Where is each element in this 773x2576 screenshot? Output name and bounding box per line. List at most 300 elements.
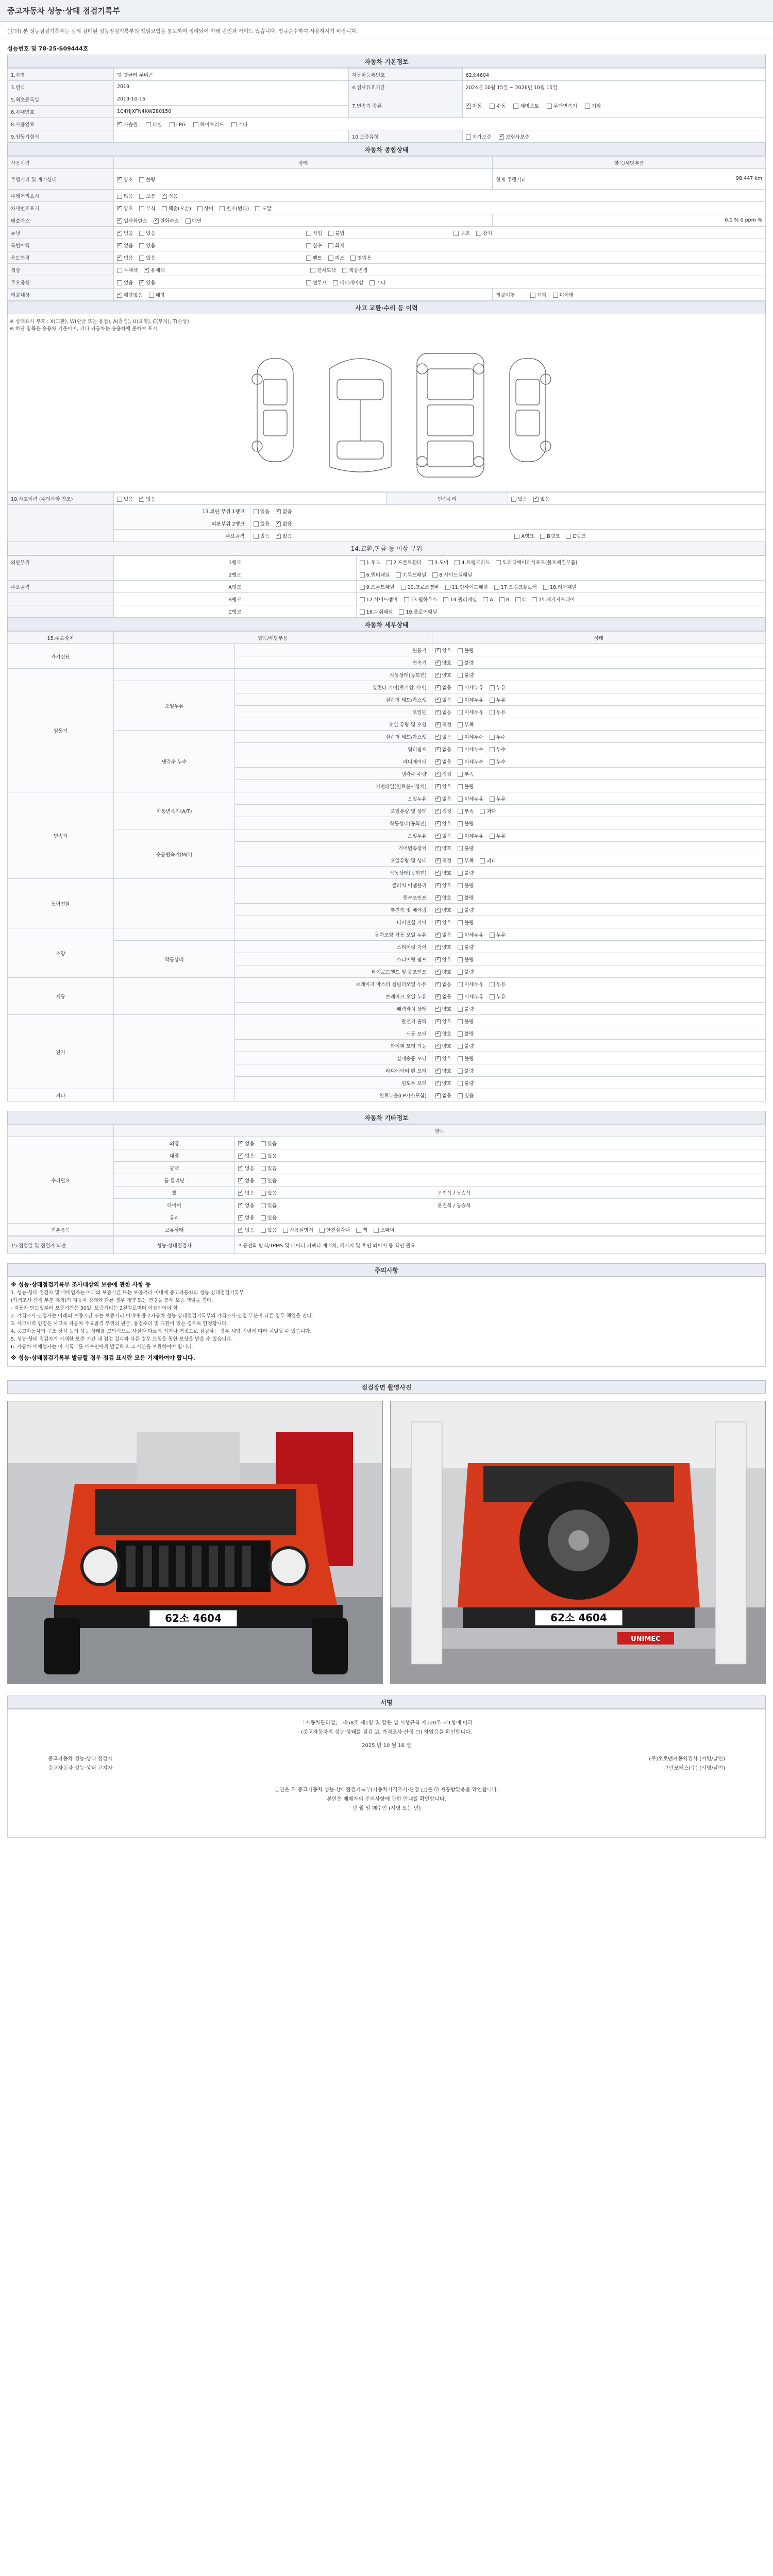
sign-header: 서명 (7, 1696, 766, 1709)
checkbox[interactable] (435, 945, 441, 950)
checkbox[interactable] (458, 685, 463, 690)
col-history: 사용이력 (8, 157, 114, 169)
checkbox[interactable] (238, 1154, 243, 1159)
checkbox[interactable] (458, 1007, 463, 1012)
checkbox[interactable] (458, 1031, 463, 1037)
car-name-label: 1.차명 (8, 69, 114, 81)
checkbox[interactable] (328, 231, 333, 236)
checkbox[interactable] (254, 534, 259, 539)
detail-subgroup: 자동변속기(A/T) (113, 792, 234, 829)
checkbox[interactable] (435, 673, 441, 678)
checkbox[interactable] (306, 256, 311, 261)
notes-body: ※ 성능·상태점검기록부 조사대상의 보증에 관한 사항 등 1. 성능·상태 점검자 및 매매업자는 아래의 보증기간 또는 보증거리 이내에 중고자동차의 성능·상태점검기록부 (가격조사·산정 부분 제외)가 자동차 상태와 다른 경우 계약 또는 변경을 통해 보증 책임을 진다. - 자동차 인도일부터 보증기간은 30일, 보증거리는 2천킬로미터 이상이어야 함 2. 가격조사·산정자는 아래의 보증기간 또는 보증거리 이내에 중고자동차 성능·상태점검기록부의 가격조사·산정 부분이 다른 경우 책임을 진다. 3. 사고이력 인정은 사고로 자동차 주요골격 부위의 판금, 용접수리 및 교환이 있는 경우로 한정합니다. 4. 중고자동차의 구조·장치 등의 성능·상태를 고의적으로 사실과 다르게 적거나 거짓으로 점검하는 경우 해당 법령에 따라 처벌될 수 있습니다. 5. 성능·상태 점검자가 기재한 보증 기간 내 점검 결과와 다른 경우 보험을 통한 보상을 받을 수 있습니다. 6. 자동차 매매업자는 이 기록부를 매수인에게 발급하고 그 사본을 보관하여야 합니다. ※ 성능·상태점검기록부 발급할 경우 점검 표시란 모든 기재하여야 합니다. (7, 1277, 766, 1367)
checkbox[interactable] (458, 1069, 463, 1074)
checkbox[interactable] (458, 895, 463, 901)
checkbox[interactable] (435, 908, 441, 913)
overall-header: 자동차 종합상태 (7, 143, 766, 156)
checkbox[interactable] (435, 982, 441, 987)
checkbox[interactable] (117, 497, 122, 502)
checkbox[interactable] (186, 218, 191, 224)
detail-subgroup (113, 644, 234, 669)
checkbox[interactable] (435, 759, 441, 765)
odometer-text: 현재 주행거리 (496, 177, 526, 183)
inspection-period-value: 2024년 10월 15일 ~ 2026년 10월 15일 (462, 81, 765, 93)
notes-bottom: ※ 성능·상태점검기록부 발급할 경우 점검 표시란 모든 기재하여야 합니다. (11, 1354, 195, 1361)
checkbox[interactable] (435, 834, 441, 839)
special-history-label: 특별이력 (8, 239, 114, 251)
checkbox[interactable] (254, 521, 259, 527)
checkbox[interactable] (117, 206, 122, 211)
checkbox[interactable] (261, 1215, 266, 1221)
emission-value: 0.0 % 0 ppm % (493, 214, 766, 227)
checkbox[interactable] (162, 206, 167, 211)
checkbox[interactable] (162, 194, 167, 199)
document-number: 성능번호 및 78-25-S09444호 (7, 45, 89, 52)
detail-state: ✓ 적정 부족 (432, 768, 765, 780)
checkbox[interactable] (306, 231, 311, 236)
detail-state: ✓ 양호 불량 (432, 1040, 765, 1052)
detail-subgroup (113, 879, 234, 928)
checkbox[interactable] (435, 933, 441, 938)
checkbox[interactable] (458, 920, 463, 925)
etc-table: 항목 수리필요 외장 ✓ 없음 있음 내장 ✓ 없음 있음 광택 ✓ 없음 있음 룸 클리닝 ✓ 없음 있음 휠 ✓ 없음 있음 운전석 / 동승석 타이어 ✓ 없음 있음 운전석 / 동승석 유리 ✓ 없음 있음 기본품목 보유상태 ✓ 없음 있음 사용설명서 안전삼각대 잭 스패너 (7, 1124, 766, 1236)
detail-group: 조향 (8, 928, 114, 978)
checkbox[interactable] (490, 994, 495, 999)
checkbox[interactable] (220, 206, 225, 211)
detail-item: 동력조향 작동 오일 누유 (235, 928, 432, 941)
checkbox[interactable] (566, 534, 571, 539)
detail-state: ✓ 양호 불량 (432, 656, 765, 669)
checkbox[interactable] (435, 1044, 441, 1049)
checkbox[interactable] (458, 957, 463, 962)
checkbox[interactable] (435, 660, 441, 666)
checkbox[interactable] (328, 256, 333, 261)
table-row (8, 829, 766, 842)
detail-state: ✓ 없음 미세누유 누유 (432, 928, 765, 941)
checkbox[interactable] (238, 1215, 243, 1221)
checkbox[interactable] (435, 648, 441, 653)
checkbox[interactable] (490, 104, 495, 109)
checkbox[interactable] (458, 834, 463, 839)
checkbox[interactable] (238, 1191, 243, 1196)
table-row (8, 1199, 766, 1211)
checkbox[interactable] (276, 521, 281, 527)
checkbox[interactable] (435, 858, 441, 863)
checkbox[interactable] (458, 710, 463, 715)
page-title: 중고자동차 성능·상태 점검기록부 (0, 0, 773, 22)
checkbox[interactable] (435, 722, 441, 727)
checkbox[interactable] (458, 1081, 463, 1086)
checkbox[interactable] (540, 534, 545, 539)
checkbox[interactable] (435, 1081, 441, 1086)
checkbox[interactable] (139, 177, 144, 182)
checkbox[interactable] (254, 509, 259, 514)
checkbox[interactable] (435, 883, 441, 888)
checkbox[interactable] (435, 846, 441, 851)
svg-text:UNIMEC: UNIMEC (631, 1635, 661, 1643)
checkbox[interactable] (435, 994, 441, 999)
checkbox[interactable] (117, 218, 122, 224)
checkbox[interactable] (149, 293, 154, 298)
checkbox[interactable] (466, 104, 471, 109)
checkbox[interactable] (193, 122, 198, 127)
checkbox[interactable] (435, 1069, 441, 1074)
detail-state: ✓ 양호 불량 (432, 904, 765, 916)
checkbox[interactable] (238, 1141, 243, 1146)
checkbox[interactable] (255, 206, 260, 211)
checkbox[interactable] (547, 104, 552, 109)
checkbox[interactable] (490, 834, 495, 839)
table-row (8, 1211, 766, 1224)
car-outline-icon (10, 333, 768, 487)
checkbox[interactable] (490, 982, 495, 987)
checkbox[interactable] (533, 497, 539, 502)
detail-subgroup (113, 1089, 234, 1101)
detail-state: ✓ 양호 불량 (432, 916, 765, 928)
checkbox[interactable] (435, 698, 441, 703)
col-item: 항목/해당부품 (493, 157, 766, 169)
table-row (8, 644, 766, 656)
table-row (8, 928, 766, 941)
detail-state: ✓ 양호 불량 (432, 842, 765, 854)
detail-item: 연료누출(LP가스포함) (235, 1089, 432, 1101)
detail-item: 냉각수 수량 (235, 768, 432, 780)
checkbox[interactable] (458, 809, 463, 814)
checkbox[interactable] (144, 268, 149, 273)
checkbox[interactable] (458, 796, 463, 802)
checkbox[interactable] (490, 685, 495, 690)
checkbox[interactable] (458, 994, 463, 999)
checkbox[interactable] (435, 735, 441, 740)
checkbox[interactable] (435, 1031, 441, 1037)
checkbox[interactable] (139, 256, 144, 261)
detail-state: ✓ 적정 부족 (432, 718, 765, 731)
etc-state: ✓ 없음 있음 운전석 / 동승석 (235, 1187, 766, 1199)
checkbox[interactable] (261, 1141, 266, 1146)
detail-item: 작동상태(공회전) (235, 867, 432, 879)
checkbox[interactable] (458, 722, 463, 727)
checkbox[interactable] (458, 1093, 463, 1098)
detail-item: 워터펌프 (235, 743, 432, 755)
checkbox[interactable] (435, 1007, 441, 1012)
checkbox[interactable] (261, 1203, 266, 1208)
checkbox[interactable] (490, 735, 495, 740)
checkbox[interactable] (458, 821, 463, 826)
detail-subgroup (113, 669, 234, 681)
detail-item: 타이로드엔드 및 볼조인트 (235, 965, 432, 978)
checkbox[interactable] (490, 933, 495, 938)
checkbox[interactable] (435, 895, 441, 901)
main-frame-label: 주요골격 (113, 530, 250, 542)
detail-item: 기어변속장치 (235, 842, 432, 854)
detail-item: 오일누유 (235, 792, 432, 805)
detail-section (7, 618, 766, 1101)
rear-photo (390, 1401, 766, 1684)
checkbox[interactable] (435, 685, 441, 690)
checkbox[interactable] (480, 858, 485, 863)
table-row (8, 1187, 766, 1199)
detail-state: ✓ 없음 미세누유 누유 (432, 978, 765, 990)
checkbox[interactable] (238, 1166, 243, 1171)
checkbox[interactable] (117, 268, 122, 273)
etc-state: ✓ 없음 있음 운전석 / 동승석 (235, 1199, 766, 1211)
checkbox[interactable] (306, 280, 311, 285)
detail-item: 브레이크 오일 누유 (235, 990, 432, 1003)
checkbox[interactable] (320, 1228, 325, 1233)
checkbox[interactable] (458, 933, 463, 938)
outer-rank2-label: 외판부위 2랭크 (113, 517, 250, 530)
checkbox[interactable] (283, 1228, 288, 1233)
checkbox[interactable] (458, 908, 463, 913)
checkbox[interactable] (139, 231, 144, 236)
checkbox[interactable] (117, 280, 122, 285)
checkbox[interactable] (458, 660, 463, 666)
checkbox[interactable] (435, 1056, 441, 1061)
checkbox[interactable] (490, 747, 495, 752)
checkbox[interactable] (490, 796, 495, 802)
legend-line-1: ※ 상태표시 부호 : X(교환), W(판금 또는 용접), A(흠집), U(요철), C(부식), T(손상) (10, 319, 189, 325)
checkbox[interactable] (117, 243, 122, 248)
checkbox[interactable] (435, 1019, 441, 1024)
checkbox[interactable] (333, 280, 338, 285)
checkbox[interactable] (261, 1228, 266, 1233)
table-row (8, 669, 766, 681)
table-row (8, 879, 766, 891)
detail-item: 와이퍼 모터 기능 (235, 1040, 432, 1052)
checkbox[interactable] (476, 231, 481, 236)
checkbox[interactable] (458, 970, 463, 975)
notice-text: (主의) 본 성능점검기록부는 실제 감매된 성능점검기록부의 책임보험을 통보하여 정리되어 아래 원인과 가이드 있습니다. 법규준수하여 사용하시기 바랍니다. (0, 22, 773, 40)
checkbox[interactable] (458, 1056, 463, 1061)
emission-label: 배출가스 (8, 214, 114, 227)
detail-item: 실린더 커버(로커암 커버) (235, 681, 432, 693)
checkbox[interactable] (117, 256, 122, 261)
checkbox[interactable] (530, 293, 535, 298)
checkbox[interactable] (276, 509, 281, 514)
checkbox[interactable] (458, 883, 463, 888)
checkbox[interactable] (458, 1044, 463, 1049)
checkbox[interactable] (458, 858, 463, 863)
parts-header: 14.교환,판금 등 이상 부위 (7, 542, 766, 555)
checkbox[interactable] (458, 945, 463, 950)
detail-item: 라디에이터 팬 모터 (235, 1064, 432, 1077)
checkbox[interactable] (154, 218, 159, 224)
checkbox[interactable] (139, 497, 144, 502)
checkbox[interactable] (261, 1166, 266, 1171)
table-row (8, 731, 766, 743)
transmission-label: 7.변속기 종류 (348, 93, 462, 118)
front-photo (7, 1401, 383, 1684)
etc-item: 룸 클리닝 (113, 1174, 234, 1187)
checkbox[interactable] (458, 698, 463, 703)
detail-state: ✓ 양호 불량 (432, 891, 765, 904)
etc-header: 자동차 기타정보 (7, 1111, 766, 1124)
detail-state: ✓ 양호 불량 (432, 965, 765, 978)
etc-item: 유리 (113, 1211, 234, 1224)
checkbox[interactable] (458, 772, 463, 777)
checkbox[interactable] (146, 122, 151, 127)
checkbox[interactable] (435, 809, 441, 814)
checkbox[interactable] (139, 280, 144, 285)
checkbox[interactable] (514, 534, 519, 539)
warranty-options: 자가보증 ✓ 보험사보증 (462, 130, 765, 143)
checkbox[interactable] (435, 1093, 441, 1098)
detail-state: ✓ 없음 미세누유 누유 (432, 693, 765, 706)
detail-item: 실내송풍 모터 (235, 1052, 432, 1064)
checkbox[interactable] (117, 293, 122, 298)
checkbox[interactable] (553, 293, 558, 298)
checkbox[interactable] (435, 957, 441, 962)
detail-state: ✓ 양호 불량 (432, 867, 765, 879)
checkbox[interactable] (490, 759, 495, 765)
odometer-value: 98,447 km (735, 175, 762, 181)
checkbox[interactable] (139, 206, 144, 211)
detail-group: 기타 (8, 1089, 114, 1101)
detail-state: ✓ 양호 불량 (432, 879, 765, 891)
checkbox[interactable] (490, 710, 495, 715)
checkbox[interactable] (435, 970, 441, 975)
checkbox[interactable] (369, 280, 375, 285)
etc-state: ✓ 없음 있음 (235, 1162, 766, 1174)
checkbox[interactable] (231, 122, 237, 127)
first-reg-value: 2019-10-16 (113, 93, 348, 106)
detail-item: 등속조인트 (235, 891, 432, 904)
etc-group: 수리필요 (8, 1137, 114, 1224)
checkbox[interactable] (238, 1178, 243, 1183)
first-reg-label: 5.최초등록일 (8, 93, 114, 106)
table-row (8, 1224, 766, 1236)
notes-section (7, 1263, 766, 1367)
checkbox[interactable] (466, 134, 471, 140)
checkbox[interactable] (435, 920, 441, 925)
detail-state: ✓ 적정 부족 과다 (432, 854, 765, 867)
sign-date: 2025 년 10 월 16 일 (362, 1743, 411, 1749)
detail-state: ✓ 양호 불량 (432, 1003, 765, 1015)
checkbox[interactable] (117, 194, 122, 199)
svg-text:62소 4604: 62소 4604 (550, 1612, 607, 1624)
checkbox[interactable] (585, 104, 590, 109)
basic-info-section (7, 55, 766, 143)
inspection-period-label: 4.검사유효기간 (348, 81, 462, 93)
checkbox[interactable] (117, 231, 122, 236)
checkbox[interactable] (435, 796, 441, 802)
checkbox[interactable] (453, 231, 459, 236)
checkbox[interactable] (499, 134, 504, 140)
fuel-options: ✓ 가솔린 디젤 LPG 하이브리드 기타 (113, 118, 765, 130)
checkbox[interactable] (458, 759, 463, 765)
checkbox[interactable] (458, 871, 463, 876)
checkbox[interactable] (511, 497, 516, 502)
accident-section (7, 301, 766, 618)
checkbox[interactable] (238, 1228, 243, 1233)
checkbox[interactable] (435, 710, 441, 715)
checkbox[interactable] (117, 177, 122, 182)
checkbox[interactable] (261, 1154, 266, 1159)
checkbox[interactable] (458, 1019, 463, 1024)
checkbox[interactable] (170, 122, 175, 127)
transmission-options: ✓ 자동 수동 세미오토 무단변속기 기타 (462, 93, 765, 118)
mileage-label: 주행거리표시 (8, 190, 114, 202)
odometer-label: 주행거리 및 계기상태 (8, 169, 114, 190)
detail-state: ✓ 없음 미세누유 누유 (432, 829, 765, 842)
options-label: 주요옵션 (8, 276, 114, 289)
detail-state: ✓ 없음 미세누수 누수 (432, 731, 765, 743)
parts-group: 외판부위 (8, 556, 114, 568)
checkbox[interactable] (435, 772, 441, 777)
checkbox[interactable] (458, 735, 463, 740)
checkbox[interactable] (458, 846, 463, 851)
checkbox[interactable] (306, 243, 311, 248)
checkbox[interactable] (117, 122, 122, 127)
detail-subgroup: 오일누유 (113, 681, 234, 731)
detail-item: 오일팬 (235, 706, 432, 718)
checkbox[interactable] (197, 206, 203, 211)
checkbox[interactable] (342, 268, 347, 273)
checkbox[interactable] (458, 982, 463, 987)
detail-state: ✓ 양호 불량 (432, 941, 765, 953)
checkbox[interactable] (356, 1228, 361, 1233)
checkbox[interactable] (435, 784, 441, 789)
car-name-value: 랭 랭글러 루비콘 (113, 69, 348, 81)
checkbox[interactable] (238, 1203, 243, 1208)
checkbox[interactable] (458, 648, 463, 653)
checkbox[interactable] (513, 104, 518, 109)
checkbox[interactable] (480, 809, 485, 814)
detail-state: ✓ 양호 불량 (432, 1027, 765, 1040)
vin-value: 1C4HJXFN4KW280150 (113, 106, 348, 118)
etc-item: 광택 (113, 1162, 234, 1174)
checkbox[interactable] (310, 268, 315, 273)
checkbox[interactable] (374, 1228, 379, 1233)
checkbox[interactable] (435, 747, 441, 752)
checkbox[interactable] (139, 194, 144, 199)
detail-item: 커먼레일(연료분사장치) (235, 780, 432, 792)
checkbox[interactable] (435, 871, 441, 876)
opinion-label: 15.점검일 및 점검자 의견 (8, 1236, 114, 1254)
checkbox[interactable] (458, 673, 463, 678)
engine-type-label: 9.원동기형식 (8, 130, 114, 143)
fuel-label: 8.사용연료 (8, 118, 114, 130)
checkbox[interactable] (458, 747, 463, 752)
detail-item: 윈도우 모터 (235, 1077, 432, 1089)
warranty-label: 10.보증유형 (348, 130, 462, 143)
checkbox[interactable] (490, 698, 495, 703)
detail-item: 디퍼렌셜 기어 (235, 916, 432, 928)
table-row (8, 1137, 766, 1149)
checkbox[interactable] (458, 784, 463, 789)
outer-rank1-label: 13.외판 부위 1랭크 (113, 505, 250, 517)
etc-extra: 운전석 / 동승석 (438, 1190, 471, 1196)
checkbox[interactable] (261, 1191, 266, 1196)
table-row (8, 1174, 766, 1187)
detail-group: 동력전달 (8, 879, 114, 928)
checkbox[interactable] (328, 243, 333, 248)
checkbox[interactable] (350, 256, 356, 261)
svg-text:62소 4604: 62소 4604 (165, 1612, 222, 1624)
checkbox[interactable] (261, 1178, 266, 1183)
detail-state: ✓ 양호 불량 (432, 1064, 765, 1077)
etc-item: 휠 (113, 1187, 234, 1199)
checkbox[interactable] (435, 821, 441, 826)
detail-item: 시동 모터 (235, 1027, 432, 1040)
parts-table: 외판부위 1랭크 1.후드 2.프론트휀더 3.도어 4.트렁크리드 5.라디에이터서포트(볼트체결부품) 2랭크 6.쿼터패널 7.루프패널 8.사이드실패널 주요골격 A랭크 9.프론트패널 10.크로스멤버 11.인사이드패널 17.트렁크플로어 18.리어패널 B랭크 12.사이드멤버 13.휠하우스 14.필러패널 A B C 15.패키지트레이 C랭크 16.대쉬패널 19.플로어패널 (7, 555, 766, 618)
checkbox[interactable] (139, 243, 144, 248)
year-label: 3.연식 (8, 81, 114, 93)
detail-item: 실린더 헤드/가스켓 (235, 693, 432, 706)
checkbox[interactable] (276, 534, 281, 539)
basic-info-header: 자동차 기본정보 (7, 55, 766, 68)
detail-state: ✓ 양호 불량 (432, 1052, 765, 1064)
